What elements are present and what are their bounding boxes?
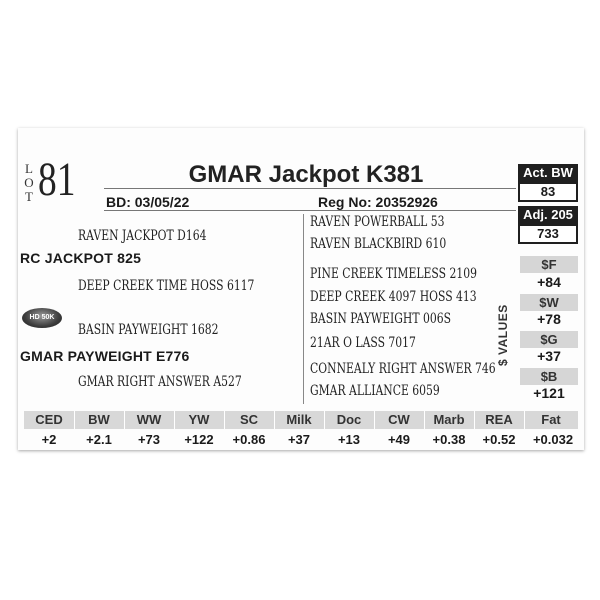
epd-value-doc: +13 [337,432,361,447]
sire-dam: DEEP CREEK TIME HOSS 6117 [78,278,255,294]
pedigree-divider [303,214,304,404]
epd-value-ww: +73 [137,432,161,447]
dam: GMAR PAYWEIGHT E776 [20,348,190,364]
act-bw-value: 83 [518,182,578,202]
dollar-value-label: $G [520,331,578,348]
epd-value-fat: +0.032 [532,432,574,447]
dollar-value: +84 [537,274,561,290]
sire-sire: RAVEN JACKPOT D164 [78,228,207,244]
epd-header-fat: Fat [541,412,561,427]
epd-header-bw: BW [88,412,110,427]
epd-value-sc: +0.86 [232,432,266,447]
ggp-6: 21AR O LASS 7017 [310,335,416,351]
adj205-label: Adj. 205 [518,206,578,224]
dam-sire: BASIN PAYWEIGHT 1682 [78,322,219,338]
epd-value-ced: +2 [41,432,57,447]
epd-header-ww: WW [136,412,162,427]
lot-letters [22,162,36,204]
lot-letter: L [25,161,33,176]
epd-header-milk: Milk [286,412,312,427]
ggp-1: RAVEN POWERBALL 53 [310,214,445,230]
epd-header-yw: YW [188,412,210,427]
epd-header-ced: CED [35,412,63,427]
birth-date: BD: 03/05/22 [106,194,190,210]
lot-letter: T [25,189,33,204]
adj205-value: 733 [518,224,578,244]
dollar-value-label: $F [520,256,578,273]
ggp-3: PINE CREEK TIMELESS 2109 [310,266,477,282]
lot-card [18,128,584,450]
dam-dam: GMAR RIGHT ANSWER A527 [78,374,242,390]
epd-value-bw: +2.1 [86,432,112,447]
dollar-value-label: $W [520,294,578,311]
title-underline [104,188,516,189]
epd-header-doc: Doc [336,412,362,427]
registration-number: Reg No: 20352926 [318,194,438,210]
epd-header-sc: SC [239,412,259,427]
dollar-value: +121 [533,385,565,401]
lot-letter: O [24,175,34,190]
dollar-value: +78 [537,311,561,327]
epd-header-cw: CW [388,412,410,427]
epd-value-milk: +37 [287,432,311,447]
dollar-values-label: $ VALUES [496,304,510,366]
dollar-value-label: $B [520,368,578,385]
animal-name: GMAR Jackpot K381 [188,161,424,188]
epd-header-rea: REA [485,412,513,427]
sire: RC JACKPOT 825 [20,250,142,266]
lot-number: 81 [38,153,76,206]
epd-value-cw: +49 [387,432,411,447]
hd50k-badge-icon: HD 50K [22,308,62,328]
act-bw-label: Act. BW [518,164,578,182]
epd-value-rea: +0.52 [482,432,516,447]
ggp-8: GMAR ALLIANCE 6059 [310,383,440,399]
epd-value-marb: +0.38 [432,432,466,447]
ggp-4: DEEP CREEK 4097 HOSS 413 [310,289,477,305]
header-divider [104,210,516,211]
ggp-7: CONNEALY RIGHT ANSWER 746 [310,361,496,377]
epd-value-yw: +122 [184,432,214,447]
ggp-2: RAVEN BLACKBIRD 610 [310,236,447,252]
ggp-5: BASIN PAYWEIGHT 006S [310,311,451,327]
dollar-value: +37 [537,348,561,364]
epd-header-marb: Marb [433,412,465,427]
